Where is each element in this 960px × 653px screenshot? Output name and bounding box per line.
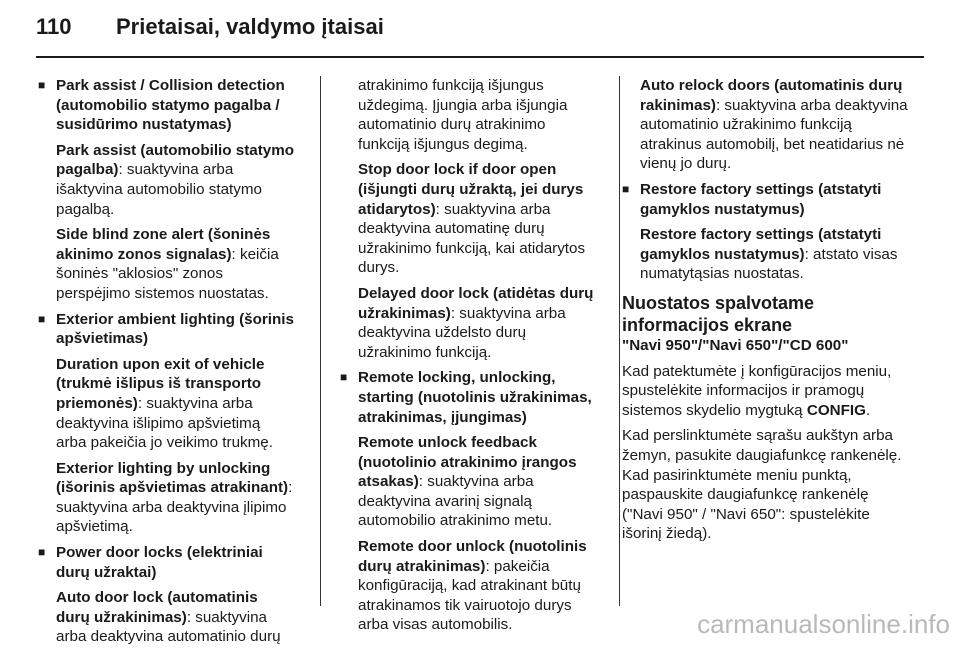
header-divider [36,56,924,58]
paragraph: Stop door lock if door open (išjungti durų užraktą, jei durys atidarytos): suaktyvina arba deaktyvina automatinę durų užrakinimo funkciją, kai atidarytos durys. [358,161,586,277]
section-heading: Nuostatos spalvotame informacijos ekrane [622,292,815,335]
item-title: Restore factory settings (atstatyti gamyklos nustatymus) [640,180,882,218]
item-title: Remote locking, unlocking, starting (nuotolinis užrakinimas, atrakinimas, įjungimas) [358,369,592,426]
paragraph: Duration upon exit of vehicle (trukmė išlipus iš transporto priemonės): suaktyvina arba deaktyvina išlipimo apšvietimą arba pakeičia jo veikimo trukmę. [56,355,273,452]
column-divider-1 [320,76,321,606]
item-title: Power door locks (elektriniai durų užraktai) [56,544,263,581]
paragraph: Kad perslinktumėte sąrašu aukštyn arba žemyn, pasukite daugiafunkcę rankenėlę. Kad pasirinktumėte meniu punktą, paspauskite daugiafunkcę rankenėlę ("Navi 950" / "Navi 650": spustelėkite išorinį žiedą). [622,427,902,543]
column-2 [340,76,596,641]
bullet-icon: ■ [622,181,630,196]
bullet-icon: ■ [38,78,46,92]
paragraph: Side blind zone alert (šoninės akinimo zonos signalas): keičia šoninės "aklosios" zonos perspėjimo sistemos nuostatas. [56,226,279,302]
column-divider-2 [619,76,620,606]
item-title: Park assist / Collision detection (automobilio statymo pagalba / susidūrimo nustatymas) [56,77,285,134]
paragraph: Kad patektumėte į konfigūracijos meniu, spustelėkite informacijos ir pramogų sistemos skydelio mygtuką CONFIG. [622,362,892,419]
paragraph: Delayed door lock (atidėtas durų užrakinimas): suaktyvina arba deaktyvina uždelsto durų užrakinimo funkciją. [358,284,594,361]
paragraph: Exterior lighting by unlocking (išorinis apšvietimas atrakinant): suaktyvina arba deaktyvina įlipimo apšvietimą. [56,459,293,536]
watermark: carmanualsonline.info [697,609,950,639]
bullet-icon: ■ [38,311,46,326]
paragraph: Remote door unlock (nuotolinis durų atrakinimas): pakeičia konfigūraciją, kad atrakinant būtų atrakinamos tik vairuotojo durys arba visas automobilis. [358,538,587,634]
paragraph: atrakinimo funkciją išjungus uždegimą. Įjungia arba išjungia automatinio durų atrakinimo funkciją išjungus degimą. [358,77,568,153]
paragraph: Park assist (automobilio statymo pagalba): suaktyvina arba išaktyvina automobilio statymo pagalbą. [56,141,295,218]
list-item [38,310,294,538]
page-title: Prietaisai, valdymo įtaisai [116,14,384,39]
item-title: Exterior ambient lighting (šorinis apšvietimas) [56,310,294,348]
section-subheading: "Navi 950"/"Navi 650"/"CD 600" [622,336,849,354]
list-item [622,180,912,284]
bullet-icon: ■ [38,545,46,560]
list-item [38,543,294,647]
paragraph: Remote unlock feedback (nuotolinio atrakinimo įrangos atsakas): suaktyvina arba deaktyvina avarinį signalą automobilio atrakinimo metu. [358,434,577,530]
page-number: 110 [36,14,72,39]
column-1 [38,76,294,653]
paragraph: Auto relock doors (automatinis durų rakinimas): suaktyvina arba deaktyvina automatinio užrakinimo funkciją atrakinus automobilį, bet neatidarius nė vienų jo durų. [640,77,908,173]
list-item [38,76,294,304]
list-item [340,368,596,635]
bullet-icon: ■ [340,370,348,385]
paragraph: Auto door lock (automatinis durų užrakinimas): suaktyvina arba deaktyvina automatinio durų [56,589,281,646]
column-3 [622,76,912,550]
paragraph: Restore factory settings (atstatyti gamyklos nustatymus): atstato visas numatytąsias nuostatas. [640,226,898,283]
page-header [0,0,960,62]
